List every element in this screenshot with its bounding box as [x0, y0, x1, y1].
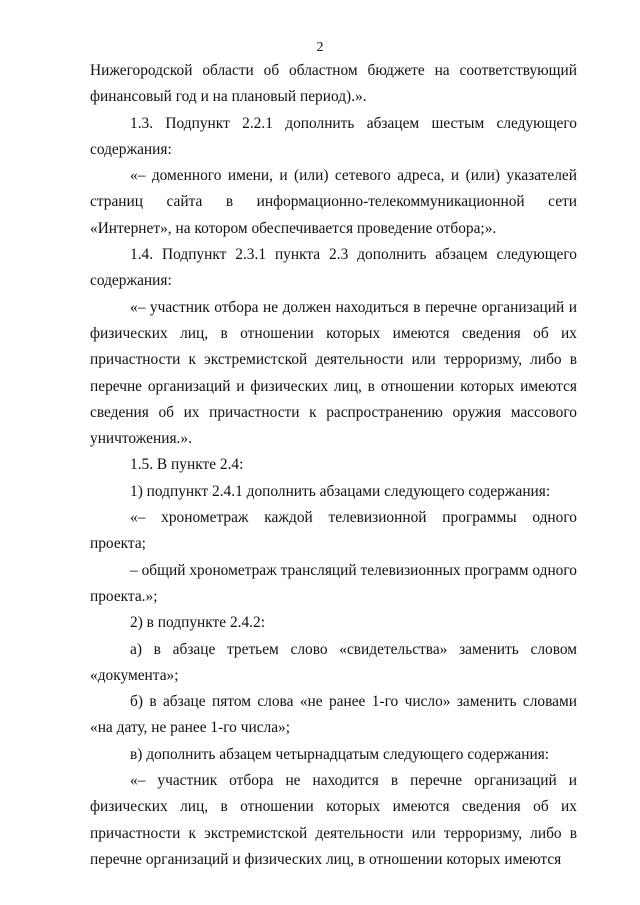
paragraph-subitem-1: 1) подпункт 2.4.1 дополнить абзацами следующего содержания: [130, 482, 551, 500]
paragraph-quote-domain: «– доменного имени, и (или) сетевого адреса, и (или) указателей страниц сайта в информационно-телекоммуникационной сети «Интернет», на котором обеспечивается проведение отбора;». [90, 167, 577, 237]
paragraph-item-1-5: 1.5. В пункте 2.4: [130, 456, 244, 474]
paragraph-subitem-a: а) в абзаце третьем слово «свидетельства» заменить словом «документа»; [90, 640, 577, 684]
document-body [90, 58, 577, 873]
paragraph-quote-timing: «– хронометраж каждой телевизионной программы одного проекта; [90, 509, 577, 553]
paragraph-subitem-b: б) в абзаце пятом слова «не ранее 1-го число» заменить словами «на дату, не ранее 1-го числа»; [90, 693, 577, 737]
paragraph-quote-participant: «– участник отбора не должен находиться в перечне организаций и физических лиц, в отношении которых имеются сведения об их причастности к экстремистской деятельности или терроризму, либо в перечне организаций и физических лиц, в отношении которых имеются сведения об их причастности к распространению оружия массового уничтожения.». [90, 298, 577, 448]
paragraph-item-1-3: 1.3. Подпункт 2.2.1 дополнить абзацем шестым следующего содержания: [90, 114, 577, 158]
paragraph-subitem-c: в) дополнить абзацем четырнадцатым следующего содержания: [130, 745, 550, 763]
paragraph-quote-total-timing: – общий хронометраж трансляций телевизионных программ одного проекта.»; [90, 561, 577, 605]
paragraph-item-1-4: 1.4. Подпункт 2.3.1 пункта 2.3 дополнить абзацем следующего содержания: [90, 246, 577, 290]
paragraph-continuation: Нижегородской области об областном бюджете на соответствующий финансовый год и на плановый период).». [90, 62, 577, 106]
paragraph-quote-participant-2: «– участник отбора не находится в перечне организаций и физических лиц, в отношении которых имеются сведения об их причастности к экстремистской деятельности или терроризму, либо в перечне организаций и физических лиц, в отношении которых имеются [90, 772, 577, 868]
page-number: 2 [316, 40, 324, 55]
paragraph-subitem-2: 2) в подпункте 2.4.2: [130, 614, 266, 632]
